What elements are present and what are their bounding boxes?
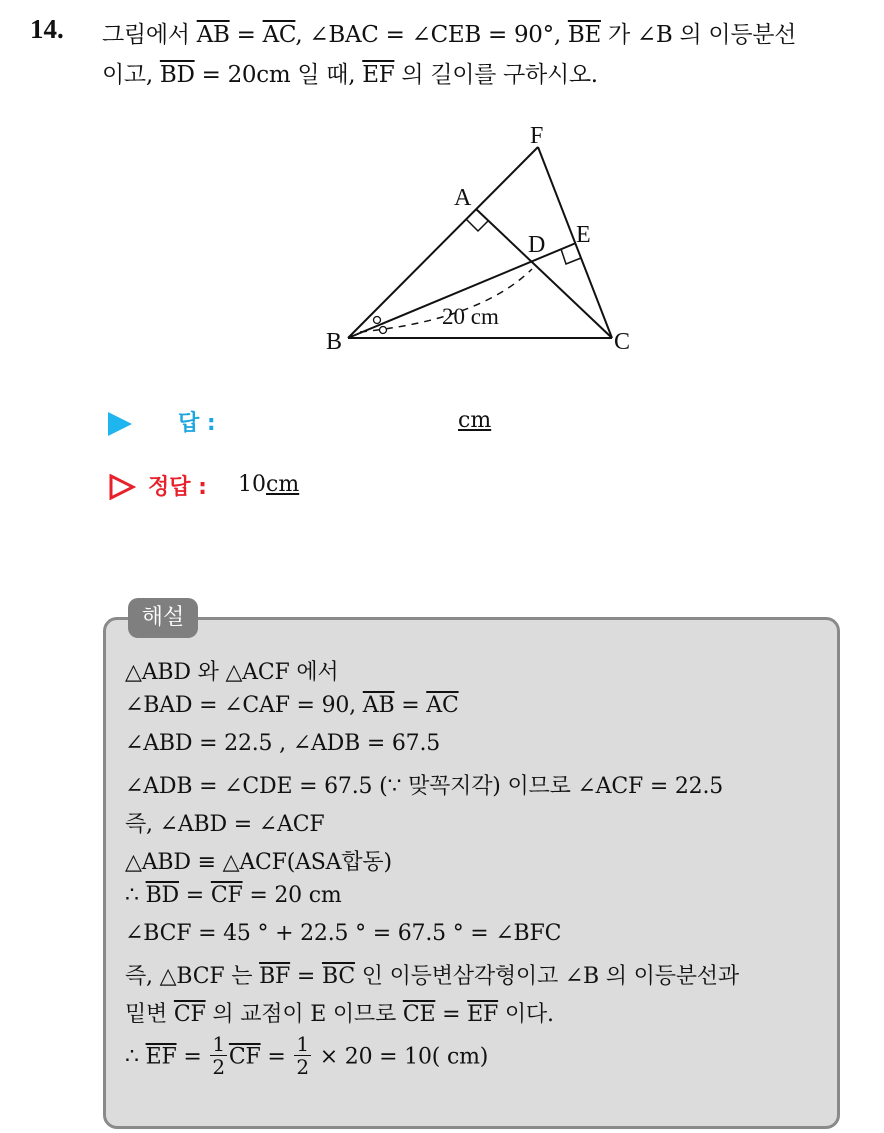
- solution-line-5: 즉, ∠ABD = ∠ACF: [125, 812, 325, 837]
- right-angle-mark-a: [466, 219, 488, 231]
- answer-unit: cm: [458, 408, 492, 433]
- play-icon: [108, 412, 132, 436]
- solution-line-10: 밑변 $\overline{CF}$ 의 교점이 E 이므로 $\overline{CE} = \overline{EF}$ 이다.: [125, 1002, 554, 1027]
- solution-line-11: ∴ $\overline{EF}$ = $\frac{1}{2}$ $\overline{CF}$ = $\frac{1}{2}$ × 20 = 10( cm): [125, 1032, 489, 1079]
- problem-number: 14.: [30, 14, 64, 44]
- correct-answer-label: 정답 :: [148, 475, 207, 500]
- label-e: E: [576, 222, 591, 248]
- label-f: F: [530, 123, 544, 149]
- label-d: D: [528, 232, 546, 258]
- label-b: B: [326, 329, 343, 355]
- problem-line-1: 그림에서 $\overline{AB} = \overline{AC}$, ∠BAC = ∠CEB = 90°, $\overline{BE}$ 가 ∠B 의 이등분선: [102, 22, 797, 48]
- label-a: A: [454, 185, 472, 211]
- segment-ab: $\overline{AB}$: [196, 22, 230, 48]
- solution-tag: 해설: [128, 598, 198, 638]
- fraction-half-2: $\frac{1}{2}$: [296, 1032, 309, 1079]
- geometry-figure: [320, 115, 650, 365]
- correct-answer-row: [108, 470, 608, 506]
- solution-line-8: ∠BCF = 45 ° + 22.5 ° = 67.5 ° = ∠BFC: [125, 921, 562, 946]
- solution-line-6: △ABD ≡ △ACF(ASA합동): [125, 850, 392, 875]
- solution-line-7: ∴ $\overline{BD} = \overline{CF} = 20$ cm: [125, 883, 342, 908]
- answer-row: [108, 406, 608, 442]
- segment-ac: $\overline{AC}$: [262, 22, 296, 48]
- problem-line-2: 이고, $\overline{BD} = 20cm$ 일 때, $\overline{EF}$ 의 길이를 구하시오.: [102, 62, 598, 88]
- play-outline-icon: [108, 474, 136, 500]
- angle-mark-upper: [374, 317, 381, 324]
- solution-line-3: ∠ABD = 22.5 , ∠ADB = 67.5: [125, 731, 441, 756]
- solution-line-9: 즉, △BCF 는 $\overline{BF} = \overline{BC}$ 인 이등변삼각형이고 ∠B 의 이등분선과: [125, 964, 739, 989]
- segment-be: $\overline{BE}$: [567, 22, 601, 48]
- label-c: C: [614, 329, 631, 355]
- answer-label: 답 :: [178, 411, 216, 436]
- fraction-half-1: $\frac{1}{2}$: [212, 1032, 225, 1079]
- segment-ef: $\overline{EF}$: [362, 62, 395, 88]
- solution-line-1: △ABD 와 △ACF 에서: [125, 660, 339, 685]
- solution-line-2: ∠BAD = ∠CAF = 90, $\overline{AB} = \overline{AC}$: [125, 693, 459, 718]
- length-label: 20 cm: [442, 304, 499, 329]
- angle-mark-lower: [380, 327, 387, 334]
- correct-answer-value: 10cm: [238, 472, 300, 497]
- segment-bd: $\overline{BD}$: [159, 62, 195, 88]
- solution-line-4: ∠ADB = ∠CDE = 67.5 (∵ 맞꼭지각) 이므로 ∠ACF = 22.5: [125, 774, 724, 799]
